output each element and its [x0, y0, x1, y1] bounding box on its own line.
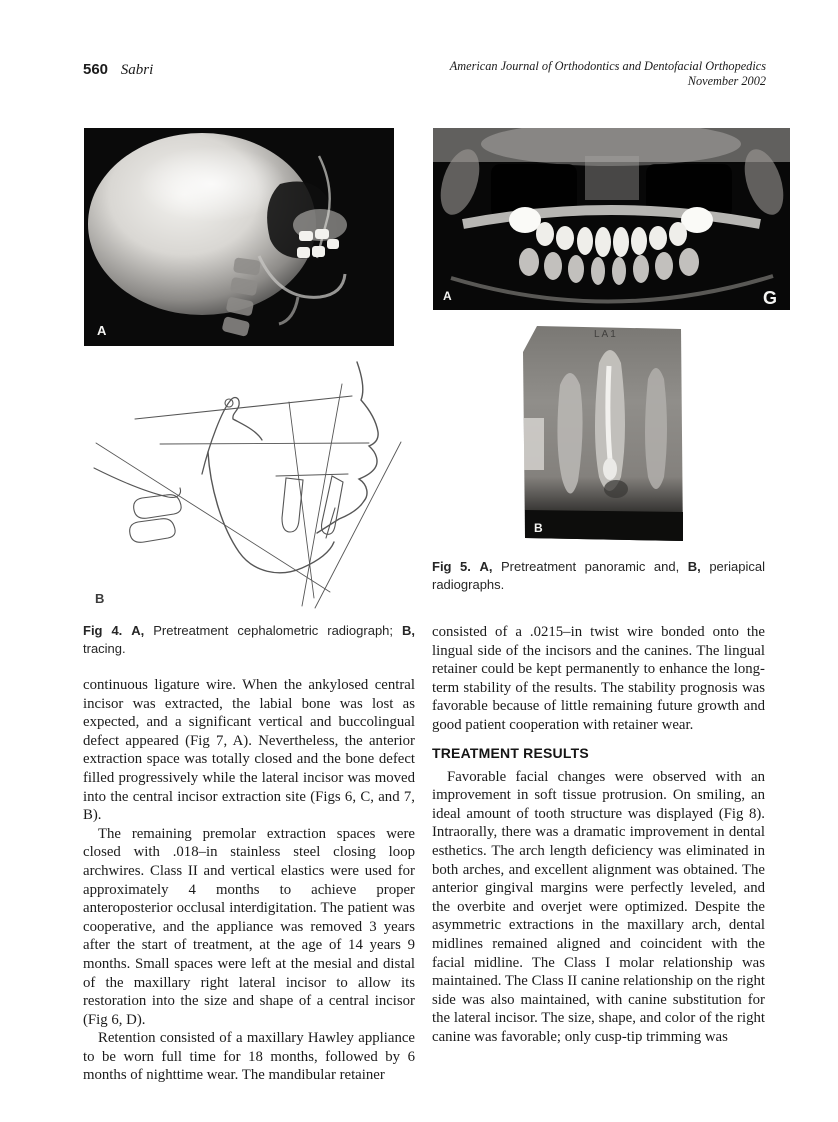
journal-title: American Journal of Orthodontics and Dentofacial Orthopedics	[449, 59, 766, 73]
fig5-caption-prefix: Fig 5.	[432, 559, 471, 574]
fig5-caption-b-label: B,	[687, 559, 701, 574]
treatment-results-heading: TREATMENT RESULTS	[432, 744, 589, 761]
fig4a-label: A	[97, 323, 107, 338]
fig4a-cephalometric-radiograph	[84, 128, 394, 346]
journal-issue-date: November 2002	[687, 73, 766, 88]
left-paragraph-2: The remaining premolar extraction spaces were closed with .018–in stainless steel closing loop archwires. Class II and vertical elastics were used for approximately 4 months to achieve proper anteroposterior occlusal interdigitation. The patient was cooperative, and the appliance was removed 3 years after the start of treatment, at the age of 14 years 9 months. Small spaces were left at the mesial and distal of the maxillary right lateral incisor to allow its restoration into the size and shape of a central incisor (Fig 6, D).	[83, 825, 415, 1028]
left-paragraph-3: Retention consisted of a maxillary Hawley appliance to be worn full time for 18 months, followed by 6 months of nighttime wear. The mandibular retainer	[83, 1030, 415, 1084]
adjacent-tooth-edge	[524, 418, 544, 470]
fig4b-label: B	[95, 591, 105, 606]
left-text-column	[83, 676, 415, 1085]
fig4-caption-prefix: Fig 4.	[83, 623, 123, 638]
fig4-caption-b-text: tracing.	[83, 640, 126, 656]
fig4-caption	[83, 622, 415, 657]
neck-outline	[94, 468, 181, 497]
fig5b-label: B	[534, 521, 543, 535]
fig4-caption-a-text: Pretreatment cephalometric radiograph;	[153, 623, 394, 638]
fig5b-periapical-radiograph	[520, 323, 686, 543]
fig5a-side-marker-g: G	[763, 288, 778, 308]
fig5-caption-b-text: periapical radiographs.	[432, 559, 765, 592]
film-bottom-band	[525, 510, 683, 541]
fig5a-panoramic-radiograph	[433, 128, 790, 310]
running-header-right	[450, 59, 766, 88]
fig5b-film-marking: LA1	[594, 329, 618, 340]
left-paragraph-1: continuous ligature wire. When the ankylosed central incisor was extracted, the labial bone was lost as expected, and a significant vertical and buccolingual defect appeared (Fig 7, A). Nevertheless, the anterior extraction space was totally closed and the bone defect filled progressively while the lateral incisor was moved into the central incisor extraction site (Figs 6, C, and 7, B).	[83, 677, 415, 824]
fig4-caption-b-label: B,	[401, 623, 415, 638]
periapical-shadow	[604, 480, 628, 498]
right-paragraph-1: consisted of a .0215–in twist wire bonded onto the lingual side of the incisors and the canines. The lingual retainer could be kept permanently to enhance the long-term stability of the results. The stability prognosis was favorable because of little remaining future growth and good patient cooperation with retainer wear.	[432, 624, 765, 733]
page-number: 560	[83, 61, 109, 78]
soft-tissue-profile	[317, 362, 378, 533]
right-text-column	[432, 623, 765, 1046]
vertebra-shape	[130, 519, 175, 543]
molar-bright-left	[509, 207, 541, 233]
fig5-caption-a-text: Pretreatment panoramic and,	[500, 559, 680, 574]
fig4-caption-a-label: A,	[131, 623, 145, 638]
right-paragraph-2: Favorable facial changes were observed with an improvement in soft tissue protrusion. On smiling, an ideal amount of tooth structure was displayed (Fig 8). Intraorally, there was a dramatic improvement in dental esthetics. The arch length deficiency was eliminated in both arches, and excellent alignment was obtained. The anterior gingival margins were perfectly leveled, and the overbite and overjet were optimized. Despite the asymmetric extractions in the maxillary arch, dental midlines remained aligned and coincident with the facial midline. The Class I molar relationship was maintained. The Class II canine relationship on the right side was also maintained, with canine substitution for the lateral incisor. The size, shape, and color of the right canine was favorable; only cusp-tip trimming was	[432, 768, 765, 1045]
incisor-tracing	[322, 476, 344, 534]
fig5-caption	[432, 558, 765, 593]
fig5a-label: A	[443, 289, 452, 303]
fig5-caption-a-label: A,	[479, 559, 493, 574]
nasal-area	[585, 156, 639, 200]
tracing-lines	[94, 362, 401, 608]
running-header-left	[83, 61, 153, 79]
running-author: Sabri	[120, 62, 154, 78]
lateral-tooth-right	[645, 368, 667, 489]
fig4b-cephalometric-tracing	[80, 356, 415, 614]
vertebra-shape	[134, 495, 181, 519]
